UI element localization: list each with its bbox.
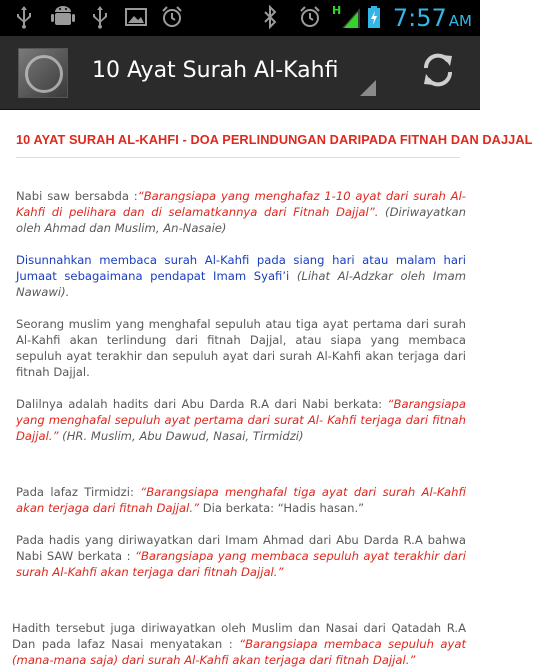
p6-text: Pada hadis yang diriwayatkan dari Imam Ahmad dari Abu Darda R.A bahwa Nabi SAW berkata : — [16, 533, 466, 563]
p6-quote: “Barangsiapa yang membaca sepuluh ayat terakhir dari surah Al-Kahfi akan terjaga dari fitnah Dajjal.” — [16, 549, 466, 579]
bluetooth-icon — [262, 4, 278, 30]
p4-text: Dalilnya adalah hadits dari Abu Darda R.A dari Nabi berkata: — [16, 397, 388, 411]
paragraph-6 — [16, 532, 466, 580]
p1-quote: “Barangsiapa yang menghafaz 1-10 ayat dari surah Al-Kahfi di pelihara dan di selamatkannya dari Fitnah Dajjal”. — [16, 189, 466, 219]
heading-divider — [16, 157, 460, 158]
p5-text: Pada lafaz Tirmidzi: — [16, 485, 141, 499]
paragraph-7 — [12, 620, 466, 668]
p1-text: Nabi saw bersabda : — [16, 189, 138, 203]
spinner-indicator-icon[interactable] — [360, 80, 376, 96]
alarm-icon — [160, 4, 184, 30]
p4-quote: “Barangsiapa yang menghafal sepuluh ayat pertama dari surat Al- Kahfi terjaga dari fitnah Dajjal.” — [16, 397, 466, 443]
status-bar — [0, 0, 480, 36]
paragraph-2 — [16, 252, 466, 300]
signal-icon — [332, 4, 362, 30]
usb-icon — [14, 4, 34, 30]
p5-quote: “Barangsiapa menghafal tiga ayat dari surah Al-Kahfi akan terjaga dari fitnah Dajjal.” — [16, 485, 467, 515]
battery-charging-icon — [366, 4, 382, 30]
paragraph-4 — [16, 396, 466, 444]
p1-note: (Diriwayatkan oleh Ahmad dan Muslim, An-Nasaie) — [16, 205, 466, 235]
article-content[interactable] — [0, 110, 533, 667]
paragraph-5 — [16, 484, 466, 516]
app-logo-icon[interactable] — [18, 48, 68, 98]
paragraph-3: Seorang muslim yang menghafal sepuluh atau tiga ayat pertama dari surah Al-Kahfi akan terlindung dari fitnah Dajjal, atau siapa yang membaca sepuluh ayat terakhir dan sepuluh ayat dari surah Al-Kahfi akan terjaga dari fitnah Dajjal. — [16, 317, 466, 379]
refresh-icon[interactable] — [418, 50, 458, 90]
action-bar — [0, 36, 480, 110]
p5-text-b: Dia berkata: “Hadis hasan.” — [199, 501, 365, 515]
article-heading: 10 AYAT SURAH AL-KAHFI - DOA PERLINDUNGAN DARIPADA FITNAH DAN DAJJAL — [16, 132, 533, 147]
p2-text: Disunnahkan membaca surah Al-Kahfi pada siang hari atau malam hari Jumaat sebagaimana pendapat Imam Syafi’i — [16, 253, 466, 283]
paragraph-1 — [16, 188, 466, 236]
svg-text:H: H — [332, 4, 342, 17]
p7-quote: “Barangsiapa membaca sepuluh ayat (mana-mana saja) dari surah Al-Kahfi akan terjaga dari fitnah Dajjal.” — [12, 637, 467, 667]
image-icon — [124, 4, 148, 30]
alarm-clock-icon — [298, 4, 322, 30]
clock: 7:57 AM — [392, 4, 472, 32]
p4-note: (HR. Muslim, Abu Dawud, Nasai, Tirmidzi) — [58, 429, 304, 443]
p2-note: (Lihat Al-Adzkar oleh Imam Nawawi). — [16, 269, 466, 299]
p7-text: Hadith tersebut juga diriwayatkan oleh Muslim dan Nasai dari Qatadah R.A Dan pada lafaz Nasai menyatakan : — [12, 621, 466, 651]
usb-icon-2 — [90, 4, 110, 30]
android-debug-icon — [50, 4, 76, 30]
page-title: 10 Ayat Surah Al-Kahfi — [92, 58, 339, 83]
